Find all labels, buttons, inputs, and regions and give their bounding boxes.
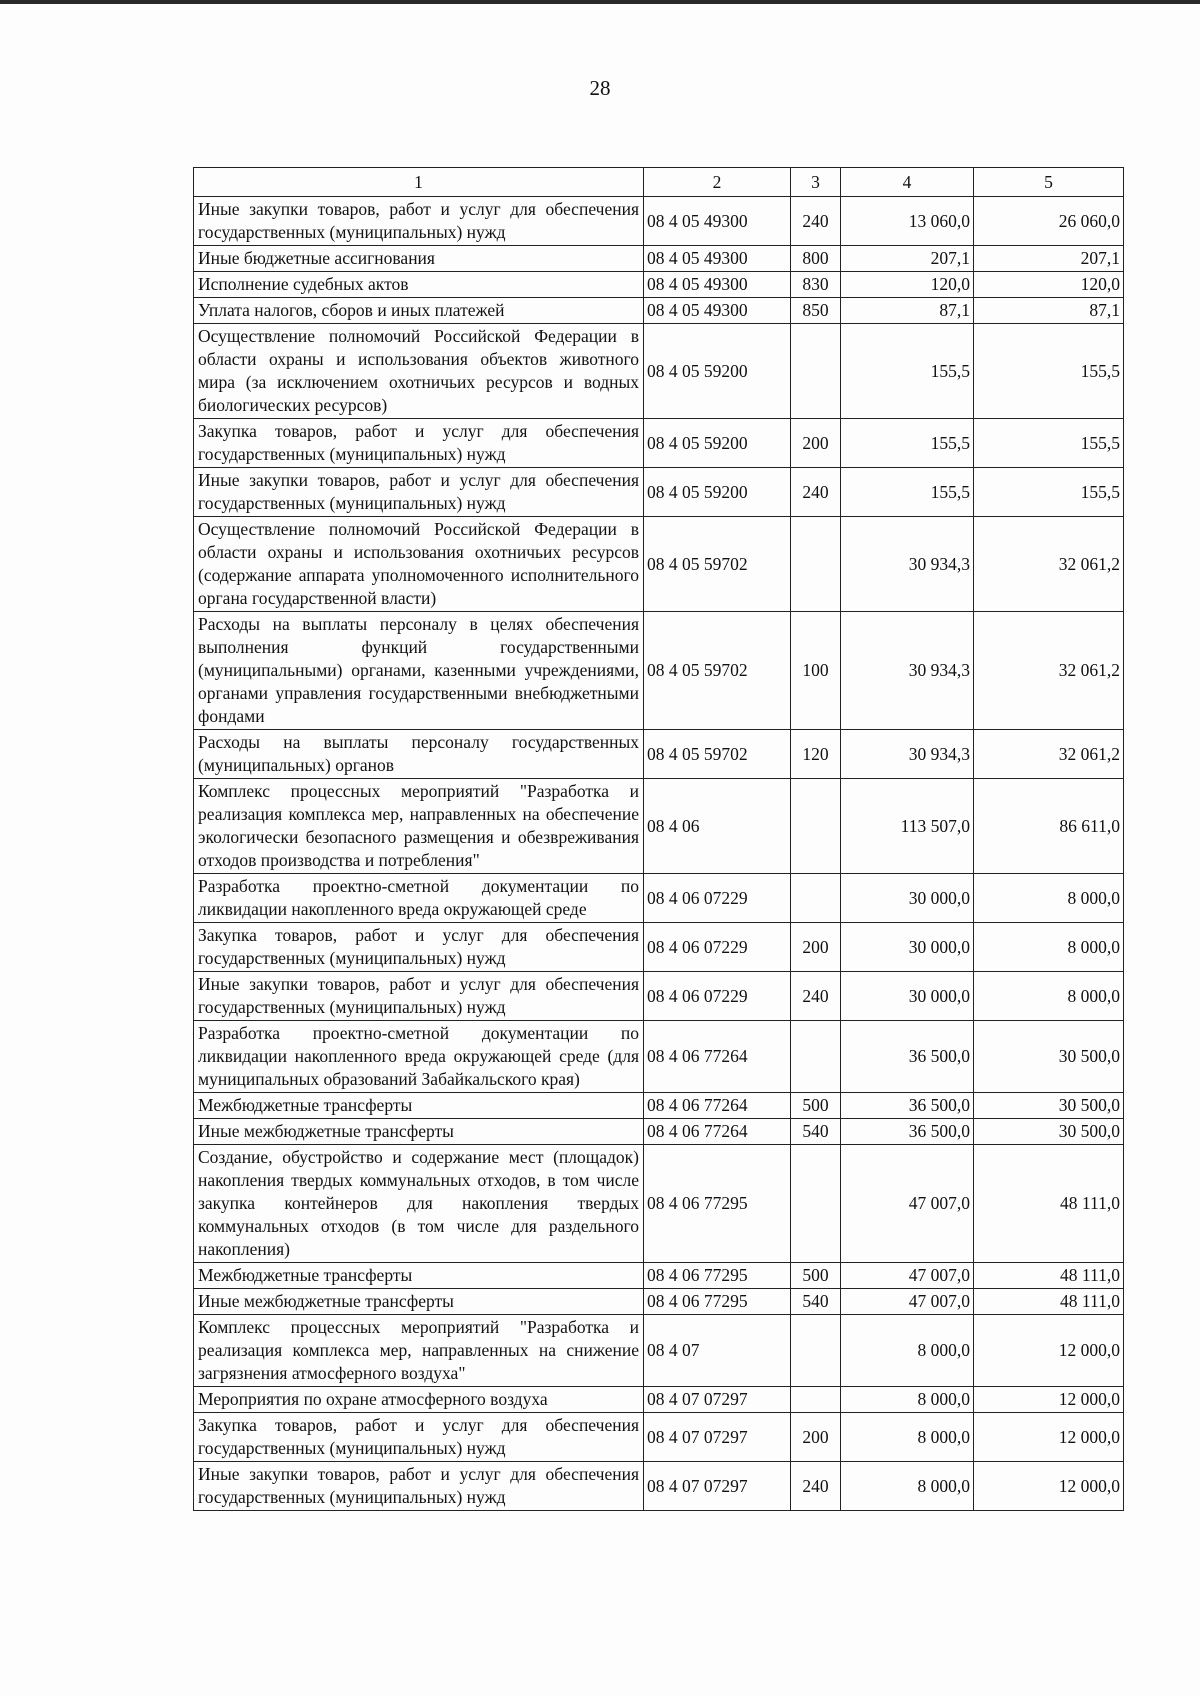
row-expense-type-cell: 240	[791, 1462, 841, 1511]
row-name-cell: Межбюджетные трансферты	[194, 1093, 644, 1119]
row-code-cell: 08 4 06 77295	[644, 1289, 791, 1315]
row-name-cell: Разработка проектно-сметной документации по ликвидации накопленного вреда окружающей среде (для муниципальных образований Забайкальского края)	[194, 1021, 644, 1093]
row-amount-col4-cell: 36 500,0	[841, 1119, 974, 1145]
row-amount-col4-cell: 8 000,0	[841, 1413, 974, 1462]
header-col-2: 2	[644, 168, 791, 197]
table-row	[194, 419, 1124, 468]
row-amount-col4-cell: 8 000,0	[841, 1315, 974, 1387]
row-name-cell: Иные закупки товаров, работ и услуг для обеспечения государственных (муниципальных) нужд	[194, 468, 644, 517]
row-code-cell: 08 4 05 59702	[644, 730, 791, 779]
row-code-cell: 08 4 06 07229	[644, 874, 791, 923]
row-name-cell: Иные межбюджетные трансферты	[194, 1289, 644, 1315]
table-row	[194, 246, 1124, 272]
row-code-cell: 08 4 05 59200	[644, 468, 791, 517]
row-amount-col5-cell: 32 061,2	[974, 730, 1124, 779]
row-amount-col4-cell: 30 000,0	[841, 874, 974, 923]
row-expense-type-cell	[791, 779, 841, 874]
table-row	[194, 1119, 1124, 1145]
row-amount-col5-cell: 8 000,0	[974, 972, 1124, 1021]
row-expense-type-cell: 830	[791, 272, 841, 298]
row-amount-col5-cell: 155,5	[974, 419, 1124, 468]
row-amount-col5-cell: 30 500,0	[974, 1021, 1124, 1093]
row-code-cell: 08 4 05 59702	[644, 517, 791, 612]
row-name-cell: Расходы на выплаты персоналу государственных (муниципальных) органов	[194, 730, 644, 779]
row-expense-type-cell: 850	[791, 298, 841, 324]
table-row	[194, 272, 1124, 298]
row-amount-col4-cell: 30 934,3	[841, 612, 974, 730]
row-amount-col4-cell: 30 000,0	[841, 972, 974, 1021]
row-expense-type-cell	[791, 1145, 841, 1263]
row-amount-col5-cell: 207,1	[974, 246, 1124, 272]
row-code-cell: 08 4 06	[644, 779, 791, 874]
table-row	[194, 468, 1124, 517]
row-name-cell: Создание, обустройство и содержание мест (площадок) накопления твердых коммунальных отходов, в том числе закупка контейнеров для накопления твердых коммунальных отходов (в том числе для раздельного накопления)	[194, 1145, 644, 1263]
row-amount-col5-cell: 48 111,0	[974, 1145, 1124, 1263]
row-amount-col4-cell: 47 007,0	[841, 1289, 974, 1315]
row-expense-type-cell: 500	[791, 1263, 841, 1289]
table-row	[194, 972, 1124, 1021]
table-row	[194, 612, 1124, 730]
row-amount-col5-cell: 48 111,0	[974, 1263, 1124, 1289]
row-amount-col5-cell: 32 061,2	[974, 612, 1124, 730]
header-col-4: 4	[841, 168, 974, 197]
table-row	[194, 1289, 1124, 1315]
row-amount-col4-cell: 36 500,0	[841, 1093, 974, 1119]
row-name-cell: Иные закупки товаров, работ и услуг для обеспечения государственных (муниципальных) нужд	[194, 197, 644, 246]
row-code-cell: 08 4 05 49300	[644, 272, 791, 298]
row-amount-col4-cell: 13 060,0	[841, 197, 974, 246]
row-amount-col4-cell: 120,0	[841, 272, 974, 298]
table-row	[194, 1462, 1124, 1511]
row-code-cell: 08 4 06 07229	[644, 972, 791, 1021]
row-name-cell: Закупка товаров, работ и услуг для обеспечения государственных (муниципальных) нужд	[194, 923, 644, 972]
row-name-cell: Иные бюджетные ассигнования	[194, 246, 644, 272]
row-code-cell: 08 4 07 07297	[644, 1413, 791, 1462]
row-amount-col4-cell: 8 000,0	[841, 1462, 974, 1511]
row-amount-col5-cell: 155,5	[974, 324, 1124, 419]
row-expense-type-cell: 540	[791, 1119, 841, 1145]
row-name-cell: Межбюджетные трансферты	[194, 1263, 644, 1289]
row-name-cell: Расходы на выплаты персоналу в целях обеспечения выполнения функций государственными (муниципальными) органами, казенными учреждениями, органами управления государственными внебюджетными фондами	[194, 612, 644, 730]
row-amount-col5-cell: 87,1	[974, 298, 1124, 324]
row-amount-col5-cell: 26 060,0	[974, 197, 1124, 246]
row-expense-type-cell	[791, 1021, 841, 1093]
row-amount-col5-cell: 12 000,0	[974, 1387, 1124, 1413]
row-expense-type-cell: 540	[791, 1289, 841, 1315]
row-name-cell: Закупка товаров, работ и услуг для обеспечения государственных (муниципальных) нужд	[194, 1413, 644, 1462]
row-amount-col5-cell: 8 000,0	[974, 874, 1124, 923]
row-code-cell: 08 4 06 77264	[644, 1119, 791, 1145]
table-row	[194, 1021, 1124, 1093]
row-name-cell: Закупка товаров, работ и услуг для обеспечения государственных (муниципальных) нужд	[194, 419, 644, 468]
row-name-cell: Иные закупки товаров, работ и услуг для обеспечения государственных (муниципальных) нужд	[194, 972, 644, 1021]
row-amount-col5-cell: 48 111,0	[974, 1289, 1124, 1315]
row-amount-col5-cell: 12 000,0	[974, 1315, 1124, 1387]
row-amount-col4-cell: 155,5	[841, 324, 974, 419]
row-expense-type-cell	[791, 1315, 841, 1387]
row-code-cell: 08 4 06 77295	[644, 1263, 791, 1289]
page-number: 28	[589, 76, 611, 100]
row-amount-col5-cell: 120,0	[974, 272, 1124, 298]
row-name-cell: Комплекс процессных мероприятий "Разработка и реализация комплекса мер, направленных на снижение загрязнения атмосферного воздуха"	[194, 1315, 644, 1387]
row-amount-col5-cell: 30 500,0	[974, 1093, 1124, 1119]
budget-table	[193, 167, 1124, 1511]
row-code-cell: 08 4 05 49300	[644, 197, 791, 246]
header-col-5: 5	[974, 168, 1124, 197]
row-expense-type-cell: 100	[791, 612, 841, 730]
row-code-cell: 08 4 07	[644, 1315, 791, 1387]
row-code-cell: 08 4 07 07297	[644, 1462, 791, 1511]
row-name-cell: Уплата налогов, сборов и иных платежей	[194, 298, 644, 324]
header-row	[194, 168, 1124, 197]
table-row	[194, 197, 1124, 246]
row-expense-type-cell: 240	[791, 197, 841, 246]
table-header	[194, 168, 1124, 197]
row-amount-col4-cell: 207,1	[841, 246, 974, 272]
row-amount-col5-cell: 155,5	[974, 468, 1124, 517]
table-row	[194, 1387, 1124, 1413]
table-row	[194, 730, 1124, 779]
row-code-cell: 08 4 06 07229	[644, 923, 791, 972]
row-amount-col5-cell: 32 061,2	[974, 517, 1124, 612]
row-amount-col4-cell: 113 507,0	[841, 779, 974, 874]
row-amount-col4-cell: 47 007,0	[841, 1263, 974, 1289]
header-col-3: 3	[791, 168, 841, 197]
row-amount-col4-cell: 155,5	[841, 468, 974, 517]
row-code-cell: 08 4 05 59200	[644, 324, 791, 419]
row-amount-col4-cell: 30 000,0	[841, 923, 974, 972]
row-name-cell: Иные закупки товаров, работ и услуг для обеспечения государственных (муниципальных) нужд	[194, 1462, 644, 1511]
row-amount-col5-cell: 12 000,0	[974, 1413, 1124, 1462]
row-amount-col5-cell: 86 611,0	[974, 779, 1124, 874]
table-row	[194, 1093, 1124, 1119]
row-code-cell: 08 4 05 59702	[644, 612, 791, 730]
row-amount-col5-cell: 8 000,0	[974, 923, 1124, 972]
row-amount-col5-cell: 12 000,0	[974, 1462, 1124, 1511]
row-code-cell: 08 4 05 59200	[644, 419, 791, 468]
row-expense-type-cell: 240	[791, 468, 841, 517]
row-amount-col4-cell: 8 000,0	[841, 1387, 974, 1413]
top-scan-rule	[0, 0, 1200, 4]
table-row	[194, 1263, 1124, 1289]
row-code-cell: 08 4 05 49300	[644, 246, 791, 272]
table-row	[194, 517, 1124, 612]
row-expense-type-cell: 800	[791, 246, 841, 272]
row-code-cell: 08 4 05 49300	[644, 298, 791, 324]
row-expense-type-cell	[791, 874, 841, 923]
row-amount-col4-cell: 36 500,0	[841, 1021, 974, 1093]
row-expense-type-cell: 240	[791, 972, 841, 1021]
row-amount-col4-cell: 87,1	[841, 298, 974, 324]
row-expense-type-cell: 200	[791, 419, 841, 468]
table-row	[194, 1413, 1124, 1462]
row-amount-col4-cell: 155,5	[841, 419, 974, 468]
row-expense-type-cell: 120	[791, 730, 841, 779]
row-expense-type-cell: 200	[791, 923, 841, 972]
row-expense-type-cell: 200	[791, 1413, 841, 1462]
row-amount-col4-cell: 47 007,0	[841, 1145, 974, 1263]
row-amount-col5-cell: 30 500,0	[974, 1119, 1124, 1145]
row-name-cell: Осуществление полномочий Российской Федерации в области охраны и использования объектов животного мира (за исключением охотничьих ресурсов и водных биологических ресурсов)	[194, 324, 644, 419]
row-expense-type-cell	[791, 1387, 841, 1413]
table-row	[194, 874, 1124, 923]
table-body	[194, 197, 1124, 1511]
row-name-cell: Исполнение судебных актов	[194, 272, 644, 298]
row-expense-type-cell	[791, 324, 841, 419]
row-expense-type-cell	[791, 517, 841, 612]
table-row	[194, 1315, 1124, 1387]
row-code-cell: 08 4 06 77264	[644, 1021, 791, 1093]
row-amount-col4-cell: 30 934,3	[841, 730, 974, 779]
row-amount-col4-cell: 30 934,3	[841, 517, 974, 612]
row-name-cell: Осуществление полномочий Российской Федерации в области охраны и использования охотничьих ресурсов (содержание аппарата уполномоченного исполнительного органа государственной власти)	[194, 517, 644, 612]
row-code-cell: 08 4 07 07297	[644, 1387, 791, 1413]
row-name-cell: Разработка проектно-сметной документации по ликвидации накопленного вреда окружающей среде	[194, 874, 644, 923]
table-row	[194, 779, 1124, 874]
table-row	[194, 324, 1124, 419]
header-col-1: 1	[194, 168, 644, 197]
row-name-cell: Мероприятия по охране атмосферного воздуха	[194, 1387, 644, 1413]
row-expense-type-cell: 500	[791, 1093, 841, 1119]
row-code-cell: 08 4 06 77264	[644, 1093, 791, 1119]
table-row	[194, 923, 1124, 972]
table-row	[194, 1145, 1124, 1263]
row-code-cell: 08 4 06 77295	[644, 1145, 791, 1263]
table-row	[194, 298, 1124, 324]
row-name-cell: Иные межбюджетные трансферты	[194, 1119, 644, 1145]
row-name-cell: Комплекс процессных мероприятий "Разработка и реализация комплекса мер, направленных на обеспечение экологически безопасного размещения и обезвреживания отходов производства и потребления"	[194, 779, 644, 874]
